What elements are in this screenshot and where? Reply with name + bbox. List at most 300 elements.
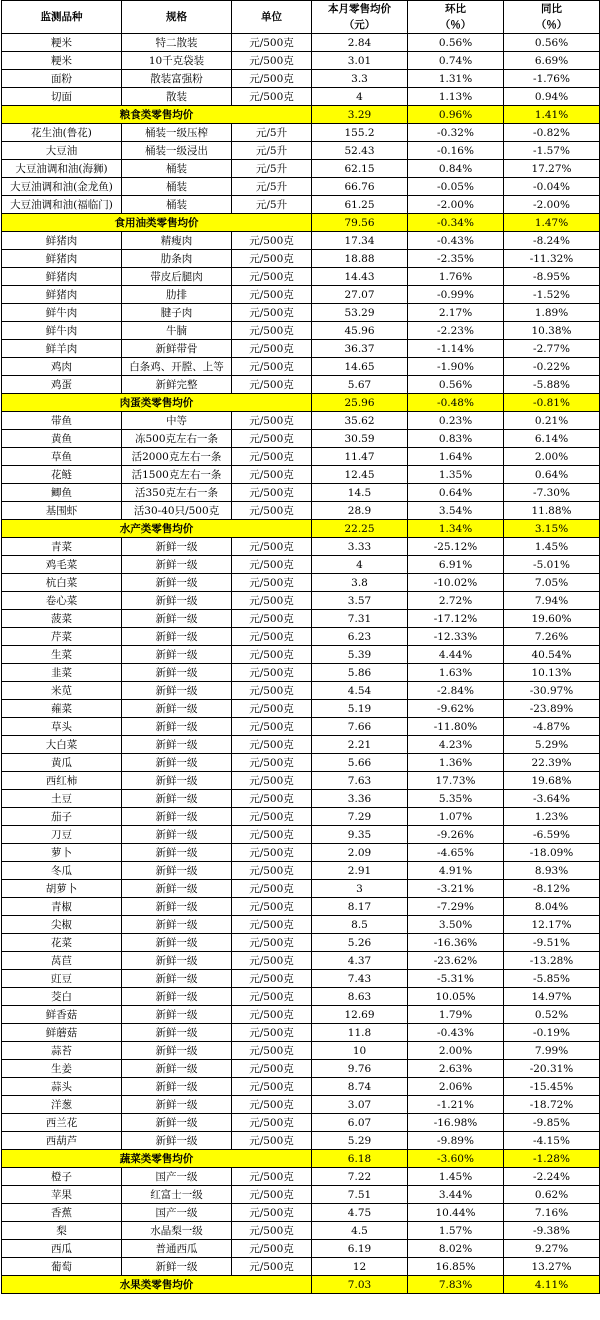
cell-spec: 桶装 <box>122 196 232 214</box>
table-row <box>2 448 600 466</box>
cell-price: 3.3 <box>312 70 408 88</box>
cell-spec: 白条鸡、开膛、上等 <box>122 358 232 376</box>
header-yoy-line2: （％） <box>535 19 568 31</box>
cell-yoy: 7.26% <box>504 628 600 646</box>
cell-spec: 带皮后腿肉 <box>122 268 232 286</box>
table-row <box>2 1006 600 1024</box>
cell-mom: -5.31% <box>408 970 504 988</box>
cell-unit: 元/500克 <box>232 412 312 430</box>
cell-price: 8.63 <box>312 988 408 1006</box>
header-avg-price-line2: （元） <box>343 19 376 31</box>
cell-variety: 菠菜 <box>2 610 122 628</box>
cell-yoy: -5.88% <box>504 376 600 394</box>
cell-variety: 芹菜 <box>2 628 122 646</box>
table-row <box>2 52 600 70</box>
cell-price: 5.39 <box>312 646 408 664</box>
cell-variety: 杭白菜 <box>2 574 122 592</box>
cell-variety: 冬瓜 <box>2 862 122 880</box>
table-row <box>2 682 600 700</box>
cell-yoy: -9.38% <box>504 1222 600 1240</box>
cell-yoy: 10.38% <box>504 322 600 340</box>
cell-yoy: -18.72% <box>504 1096 600 1114</box>
cell-spec: 新鲜一级 <box>122 1060 232 1078</box>
cell-price: 3.57 <box>312 592 408 610</box>
category-average-yoy: 4.11% <box>504 1276 600 1294</box>
cell-yoy: 2.00% <box>504 448 600 466</box>
cell-yoy: 14.97% <box>504 988 600 1006</box>
cell-price: 17.34 <box>312 232 408 250</box>
cell-variety: 大豆油调和油(海狮) <box>2 160 122 178</box>
cell-spec: 桶装 <box>122 178 232 196</box>
cell-unit: 元/500克 <box>232 52 312 70</box>
cell-price: 45.96 <box>312 322 408 340</box>
cell-spec: 冻500克左右一条 <box>122 430 232 448</box>
cell-unit: 元/500克 <box>232 286 312 304</box>
cell-yoy: -1.52% <box>504 286 600 304</box>
cell-unit: 元/500克 <box>232 88 312 106</box>
cell-spec: 新鲜完整 <box>122 376 232 394</box>
cell-variety: 橙子 <box>2 1168 122 1186</box>
cell-unit: 元/500克 <box>232 1204 312 1222</box>
cell-unit: 元/500克 <box>232 70 312 88</box>
table-row <box>2 592 600 610</box>
cell-spec: 散装 <box>122 88 232 106</box>
cell-unit: 元/500克 <box>232 1096 312 1114</box>
category-average-price: 6.18 <box>312 1150 408 1168</box>
cell-spec: 新鲜一级 <box>122 1024 232 1042</box>
category-average-price: 79.56 <box>312 214 408 232</box>
category-average-row <box>2 520 600 538</box>
cell-price: 3.36 <box>312 790 408 808</box>
cell-yoy: 0.94% <box>504 88 600 106</box>
cell-mom: 3.54% <box>408 502 504 520</box>
cell-yoy: 6.14% <box>504 430 600 448</box>
cell-mom: -9.26% <box>408 826 504 844</box>
cell-spec: 新鲜一级 <box>122 664 232 682</box>
cell-price: 35.62 <box>312 412 408 430</box>
cell-mom: 0.23% <box>408 412 504 430</box>
cell-spec: 新鲜一级 <box>122 934 232 952</box>
category-average-price: 25.96 <box>312 394 408 412</box>
cell-variety: 茭白 <box>2 988 122 1006</box>
header-spec: 规格 <box>122 1 232 34</box>
cell-spec: 新鲜一级 <box>122 772 232 790</box>
cell-unit: 元/500克 <box>232 682 312 700</box>
cell-variety: 西兰花 <box>2 1114 122 1132</box>
category-average-row <box>2 394 600 412</box>
table-header <box>2 1 600 34</box>
cell-unit: 元/500克 <box>232 1114 312 1132</box>
cell-spec: 新鲜一级 <box>122 1042 232 1060</box>
cell-yoy: -8.12% <box>504 880 600 898</box>
cell-unit: 元/500克 <box>232 1006 312 1024</box>
cell-unit: 元/500克 <box>232 1258 312 1276</box>
cell-unit: 元/500克 <box>232 268 312 286</box>
table-row <box>2 772 600 790</box>
cell-yoy: 7.99% <box>504 1042 600 1060</box>
cell-price: 36.37 <box>312 340 408 358</box>
cell-spec: 新鲜一级 <box>122 610 232 628</box>
cell-variety: 茄子 <box>2 808 122 826</box>
cell-variety: 胡萝卜 <box>2 880 122 898</box>
cell-mom: 8.02% <box>408 1240 504 1258</box>
cell-price: 9.76 <box>312 1060 408 1078</box>
cell-mom: -1.21% <box>408 1096 504 1114</box>
table-row <box>2 34 600 52</box>
cell-price: 2.91 <box>312 862 408 880</box>
cell-unit: 元/500克 <box>232 1240 312 1258</box>
cell-yoy: 0.64% <box>504 466 600 484</box>
cell-spec: 普通西瓜 <box>122 1240 232 1258</box>
cell-spec: 国产一级 <box>122 1168 232 1186</box>
cell-unit: 元/500克 <box>232 826 312 844</box>
cell-variety: 鲜羊肉 <box>2 340 122 358</box>
cell-unit: 元/500克 <box>232 862 312 880</box>
cell-yoy: 0.56% <box>504 34 600 52</box>
cell-yoy: 7.94% <box>504 592 600 610</box>
cell-mom: -10.02% <box>408 574 504 592</box>
cell-unit: 元/500克 <box>232 880 312 898</box>
cell-mom: 3.44% <box>408 1186 504 1204</box>
table-row <box>2 1132 600 1150</box>
cell-unit: 元/500克 <box>232 466 312 484</box>
cell-unit: 元/500克 <box>232 358 312 376</box>
cell-spec: 国产一级 <box>122 1204 232 1222</box>
cell-price: 5.29 <box>312 1132 408 1150</box>
cell-mom: 1.31% <box>408 70 504 88</box>
cell-spec: 中等 <box>122 412 232 430</box>
table-row <box>2 1024 600 1042</box>
cell-price: 30.59 <box>312 430 408 448</box>
category-average-label: 蔬菜类零售均价 <box>2 1150 312 1168</box>
cell-variety: 花菜 <box>2 934 122 952</box>
cell-spec: 红富士一级 <box>122 1186 232 1204</box>
category-average-row <box>2 1276 600 1294</box>
cell-yoy: -2.77% <box>504 340 600 358</box>
table-row <box>2 376 600 394</box>
cell-mom: 1.35% <box>408 466 504 484</box>
table-row <box>2 988 600 1006</box>
cell-unit: 元/500克 <box>232 376 312 394</box>
cell-mom: -3.21% <box>408 880 504 898</box>
table-row <box>2 700 600 718</box>
cell-mom: -2.84% <box>408 682 504 700</box>
cell-yoy: 1.23% <box>504 808 600 826</box>
cell-price: 3.07 <box>312 1096 408 1114</box>
cell-price: 14.65 <box>312 358 408 376</box>
cell-unit: 元/500克 <box>232 754 312 772</box>
cell-spec: 新鲜一级 <box>122 718 232 736</box>
cell-yoy: 11.88% <box>504 502 600 520</box>
table-row <box>2 340 600 358</box>
cell-variety: 西瓜 <box>2 1240 122 1258</box>
cell-variety: 葡萄 <box>2 1258 122 1276</box>
cell-spec: 散装富强粉 <box>122 70 232 88</box>
cell-spec: 新鲜一级 <box>122 592 232 610</box>
table-row <box>2 1258 600 1276</box>
table-row <box>2 1204 600 1222</box>
table-row <box>2 1168 600 1186</box>
table-row <box>2 358 600 376</box>
cell-price: 8.17 <box>312 898 408 916</box>
table-row <box>2 466 600 484</box>
cell-spec: 新鲜一级 <box>122 862 232 880</box>
table-row <box>2 736 600 754</box>
cell-yoy: -2.00% <box>504 196 600 214</box>
cell-unit: 元/500克 <box>232 1222 312 1240</box>
table-body <box>2 34 600 1294</box>
cell-unit: 元/5升 <box>232 196 312 214</box>
cell-unit: 元/500克 <box>232 1132 312 1150</box>
cell-variety: 黄鱼 <box>2 430 122 448</box>
cell-yoy: -1.76% <box>504 70 600 88</box>
table-row <box>2 754 600 772</box>
cell-variety: 梨 <box>2 1222 122 1240</box>
cell-unit: 元/500克 <box>232 250 312 268</box>
table-row <box>2 1096 600 1114</box>
cell-variety: 尖椒 <box>2 916 122 934</box>
cell-variety: 粳米 <box>2 52 122 70</box>
cell-mom: -16.36% <box>408 934 504 952</box>
cell-unit: 元/500克 <box>232 718 312 736</box>
cell-variety: 鲜猪肉 <box>2 232 122 250</box>
cell-unit: 元/500克 <box>232 34 312 52</box>
cell-price: 52.43 <box>312 142 408 160</box>
cell-price: 28.9 <box>312 502 408 520</box>
category-average-price: 3.29 <box>312 106 408 124</box>
cell-unit: 元/500克 <box>232 772 312 790</box>
header-avg-price-line1: 本月零售均价 <box>328 3 391 15</box>
cell-price: 2.21 <box>312 736 408 754</box>
table-row <box>2 628 600 646</box>
cell-spec: 新鲜一级 <box>122 646 232 664</box>
cell-spec: 新鲜带骨 <box>122 340 232 358</box>
cell-yoy: -30.97% <box>504 682 600 700</box>
cell-mom: 2.72% <box>408 592 504 610</box>
cell-unit: 元/500克 <box>232 664 312 682</box>
cell-unit: 元/500克 <box>232 898 312 916</box>
cell-mom: -0.43% <box>408 232 504 250</box>
cell-spec: 10千克袋装 <box>122 52 232 70</box>
category-average-yoy: 1.47% <box>504 214 600 232</box>
cell-mom: 1.07% <box>408 808 504 826</box>
header-variety: 监测品种 <box>2 1 122 34</box>
cell-variety: 苹果 <box>2 1186 122 1204</box>
cell-price: 3.33 <box>312 538 408 556</box>
retail-price-table <box>1 0 600 1294</box>
cell-spec: 新鲜一级 <box>122 1006 232 1024</box>
cell-variety: 鲜猪肉 <box>2 250 122 268</box>
category-average-row <box>2 1150 600 1168</box>
cell-price: 11.8 <box>312 1024 408 1042</box>
cell-mom: -12.33% <box>408 628 504 646</box>
cell-unit: 元/500克 <box>232 700 312 718</box>
cell-unit: 元/500克 <box>232 484 312 502</box>
table-row <box>2 1222 600 1240</box>
cell-yoy: 1.45% <box>504 538 600 556</box>
table-row <box>2 322 600 340</box>
cell-mom: 1.79% <box>408 1006 504 1024</box>
cell-yoy: 8.93% <box>504 862 600 880</box>
cell-spec: 腱子肉 <box>122 304 232 322</box>
category-average-label: 水产类零售均价 <box>2 520 312 538</box>
cell-variety: 鸡毛菜 <box>2 556 122 574</box>
cell-unit: 元/500克 <box>232 448 312 466</box>
cell-variety: 卷心菜 <box>2 592 122 610</box>
cell-spec: 肋排 <box>122 286 232 304</box>
cell-yoy: 19.68% <box>504 772 600 790</box>
cell-yoy: -23.89% <box>504 700 600 718</box>
cell-price: 7.22 <box>312 1168 408 1186</box>
cell-spec: 新鲜一级 <box>122 826 232 844</box>
cell-price: 5.86 <box>312 664 408 682</box>
cell-unit: 元/500克 <box>232 1060 312 1078</box>
cell-price: 18.88 <box>312 250 408 268</box>
cell-spec: 新鲜一级 <box>122 538 232 556</box>
cell-yoy: -5.01% <box>504 556 600 574</box>
cell-yoy: -6.59% <box>504 826 600 844</box>
cell-mom: -2.35% <box>408 250 504 268</box>
cell-spec: 新鲜一级 <box>122 628 232 646</box>
cell-price: 4 <box>312 556 408 574</box>
cell-spec: 新鲜一级 <box>122 1132 232 1150</box>
cell-mom: 0.74% <box>408 52 504 70</box>
cell-mom: -9.89% <box>408 1132 504 1150</box>
cell-spec: 活350克左右一条 <box>122 484 232 502</box>
category-average-label: 粮食类零售均价 <box>2 106 312 124</box>
cell-price: 7.51 <box>312 1186 408 1204</box>
cell-unit: 元/500克 <box>232 1024 312 1042</box>
cell-mom: 6.91% <box>408 556 504 574</box>
cell-yoy: 0.52% <box>504 1006 600 1024</box>
cell-yoy: -4.15% <box>504 1132 600 1150</box>
cell-price: 4 <box>312 88 408 106</box>
cell-unit: 元/500克 <box>232 646 312 664</box>
table-row <box>2 268 600 286</box>
cell-yoy: 7.16% <box>504 1204 600 1222</box>
table-row <box>2 970 600 988</box>
cell-mom: -9.62% <box>408 700 504 718</box>
cell-yoy: -3.64% <box>504 790 600 808</box>
table-row <box>2 430 600 448</box>
cell-spec: 精瘦肉 <box>122 232 232 250</box>
category-average-yoy: -1.28% <box>504 1150 600 1168</box>
cell-spec: 活30-40只/500克 <box>122 502 232 520</box>
cell-yoy: 10.13% <box>504 664 600 682</box>
table-row <box>2 412 600 430</box>
cell-unit: 元/500克 <box>232 628 312 646</box>
cell-mom: 0.56% <box>408 34 504 52</box>
cell-spec: 新鲜一级 <box>122 556 232 574</box>
category-average-label: 食用油类零售均价 <box>2 214 312 232</box>
cell-variety: 生姜 <box>2 1060 122 1078</box>
cell-unit: 元/5升 <box>232 124 312 142</box>
table-row <box>2 880 600 898</box>
cell-mom: 0.56% <box>408 376 504 394</box>
cell-yoy: 8.04% <box>504 898 600 916</box>
cell-mom: 10.05% <box>408 988 504 1006</box>
cell-price: 4.54 <box>312 682 408 700</box>
header-avg-price <box>312 1 408 34</box>
cell-variety: 西红柿 <box>2 772 122 790</box>
cell-variety: 蕹菜 <box>2 700 122 718</box>
table-row <box>2 196 600 214</box>
category-average-row <box>2 214 600 232</box>
cell-mom: 1.57% <box>408 1222 504 1240</box>
category-average-mom: -0.48% <box>408 394 504 412</box>
table-row <box>2 142 600 160</box>
cell-yoy: 7.05% <box>504 574 600 592</box>
cell-variety: 青菜 <box>2 538 122 556</box>
cell-spec: 活2000克左右一条 <box>122 448 232 466</box>
cell-yoy: -5.85% <box>504 970 600 988</box>
cell-variety: 萝卜 <box>2 844 122 862</box>
cell-yoy: -4.87% <box>504 718 600 736</box>
cell-mom: -0.16% <box>408 142 504 160</box>
cell-mom: 1.13% <box>408 88 504 106</box>
cell-mom: -25.12% <box>408 538 504 556</box>
cell-mom: 17.73% <box>408 772 504 790</box>
cell-unit: 元/500克 <box>232 1042 312 1060</box>
category-average-mom: -3.60% <box>408 1150 504 1168</box>
cell-yoy: -9.85% <box>504 1114 600 1132</box>
table-row <box>2 1240 600 1258</box>
cell-variety: 青椒 <box>2 898 122 916</box>
table-row <box>2 88 600 106</box>
cell-price: 4.5 <box>312 1222 408 1240</box>
cell-yoy: -18.09% <box>504 844 600 862</box>
category-average-yoy: 1.41% <box>504 106 600 124</box>
cell-spec: 肋条肉 <box>122 250 232 268</box>
cell-variety: 面粉 <box>2 70 122 88</box>
category-average-mom: 1.34% <box>408 520 504 538</box>
cell-price: 4.75 <box>312 1204 408 1222</box>
cell-variety: 花鲢 <box>2 466 122 484</box>
cell-spec: 桶装一级压榨 <box>122 124 232 142</box>
header-mom-line2: （％） <box>439 19 472 31</box>
cell-yoy: 12.17% <box>504 916 600 934</box>
cell-unit: 元/500克 <box>232 340 312 358</box>
category-average-mom: -0.34% <box>408 214 504 232</box>
cell-unit: 元/500克 <box>232 574 312 592</box>
table-row <box>2 916 600 934</box>
cell-variety: 大豆油 <box>2 142 122 160</box>
table-row <box>2 1060 600 1078</box>
table-row <box>2 898 600 916</box>
cell-price: 66.76 <box>312 178 408 196</box>
cell-yoy: 5.29% <box>504 736 600 754</box>
cell-spec: 新鲜一级 <box>122 1096 232 1114</box>
cell-spec: 新鲜一级 <box>122 844 232 862</box>
cell-spec: 新鲜一级 <box>122 790 232 808</box>
cell-price: 7.31 <box>312 610 408 628</box>
cell-spec: 活1500克左右一条 <box>122 466 232 484</box>
category-average-yoy: 3.15% <box>504 520 600 538</box>
cell-price: 53.29 <box>312 304 408 322</box>
cell-price: 11.47 <box>312 448 408 466</box>
table-row <box>2 160 600 178</box>
table-row <box>2 826 600 844</box>
cell-yoy: 40.54% <box>504 646 600 664</box>
table-row <box>2 304 600 322</box>
cell-price: 27.07 <box>312 286 408 304</box>
cell-variety: 鲫鱼 <box>2 484 122 502</box>
cell-mom: 1.36% <box>408 754 504 772</box>
cell-yoy: 13.27% <box>504 1258 600 1276</box>
cell-mom: -17.12% <box>408 610 504 628</box>
cell-unit: 元/500克 <box>232 1078 312 1096</box>
cell-unit: 元/500克 <box>232 970 312 988</box>
